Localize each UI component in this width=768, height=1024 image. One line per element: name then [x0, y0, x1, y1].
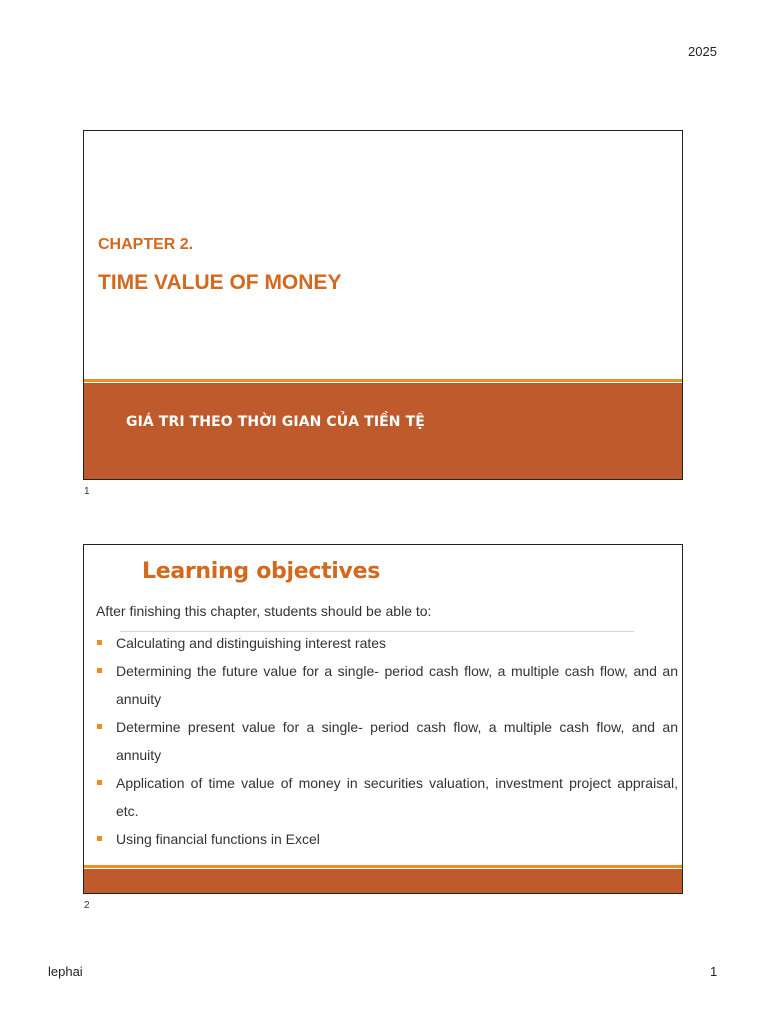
header-year: 2025 [688, 44, 717, 59]
objective-text: Determining the future value for a single- period cash flow, a multiple cash flow, and an annuity [116, 663, 678, 707]
chapter-label: CHAPTER 2. [98, 236, 194, 253]
objective-text: Using financial functions in Excel [116, 831, 320, 847]
objective-text: Application of time value of money in securities valuation, investment project appraisal, etc. [116, 775, 678, 819]
accent-line [84, 865, 682, 868]
footer-author: lephai [48, 964, 83, 979]
objectives-list [96, 629, 678, 853]
slide-number: 1 [84, 486, 90, 497]
list-item [96, 769, 678, 825]
list-item [96, 629, 678, 657]
chapter-subtitle: GIÁ TRI THEO THỜI GIAN CỦA TIỀN TỆ [126, 414, 425, 430]
bullet-icon [97, 780, 102, 785]
title-band [84, 383, 682, 479]
bullet-icon [97, 836, 102, 841]
objective-text: Calculating and distinguishing interest rates [116, 635, 387, 651]
page-number: 1 [710, 964, 718, 979]
bullet-icon [97, 640, 102, 645]
bullet-icon [97, 724, 102, 729]
slide-number: 2 [84, 900, 90, 911]
bullet-icon [97, 668, 102, 673]
list-item [96, 657, 678, 713]
slide-title [83, 130, 683, 480]
list-item [96, 825, 678, 853]
slide-heading: Learning objectives [142, 559, 380, 584]
objective-text: Determine present value for a single- period cash flow, a multiple cash flow, and an annuity [116, 719, 678, 763]
intro-text: After finishing this chapter, students should be able to: [96, 603, 432, 619]
list-item [96, 713, 678, 769]
accent-line [84, 379, 682, 382]
chapter-title: TIME VALUE OF MONEY [98, 271, 342, 294]
footer-band [84, 869, 682, 893]
slide-objectives [83, 544, 683, 894]
